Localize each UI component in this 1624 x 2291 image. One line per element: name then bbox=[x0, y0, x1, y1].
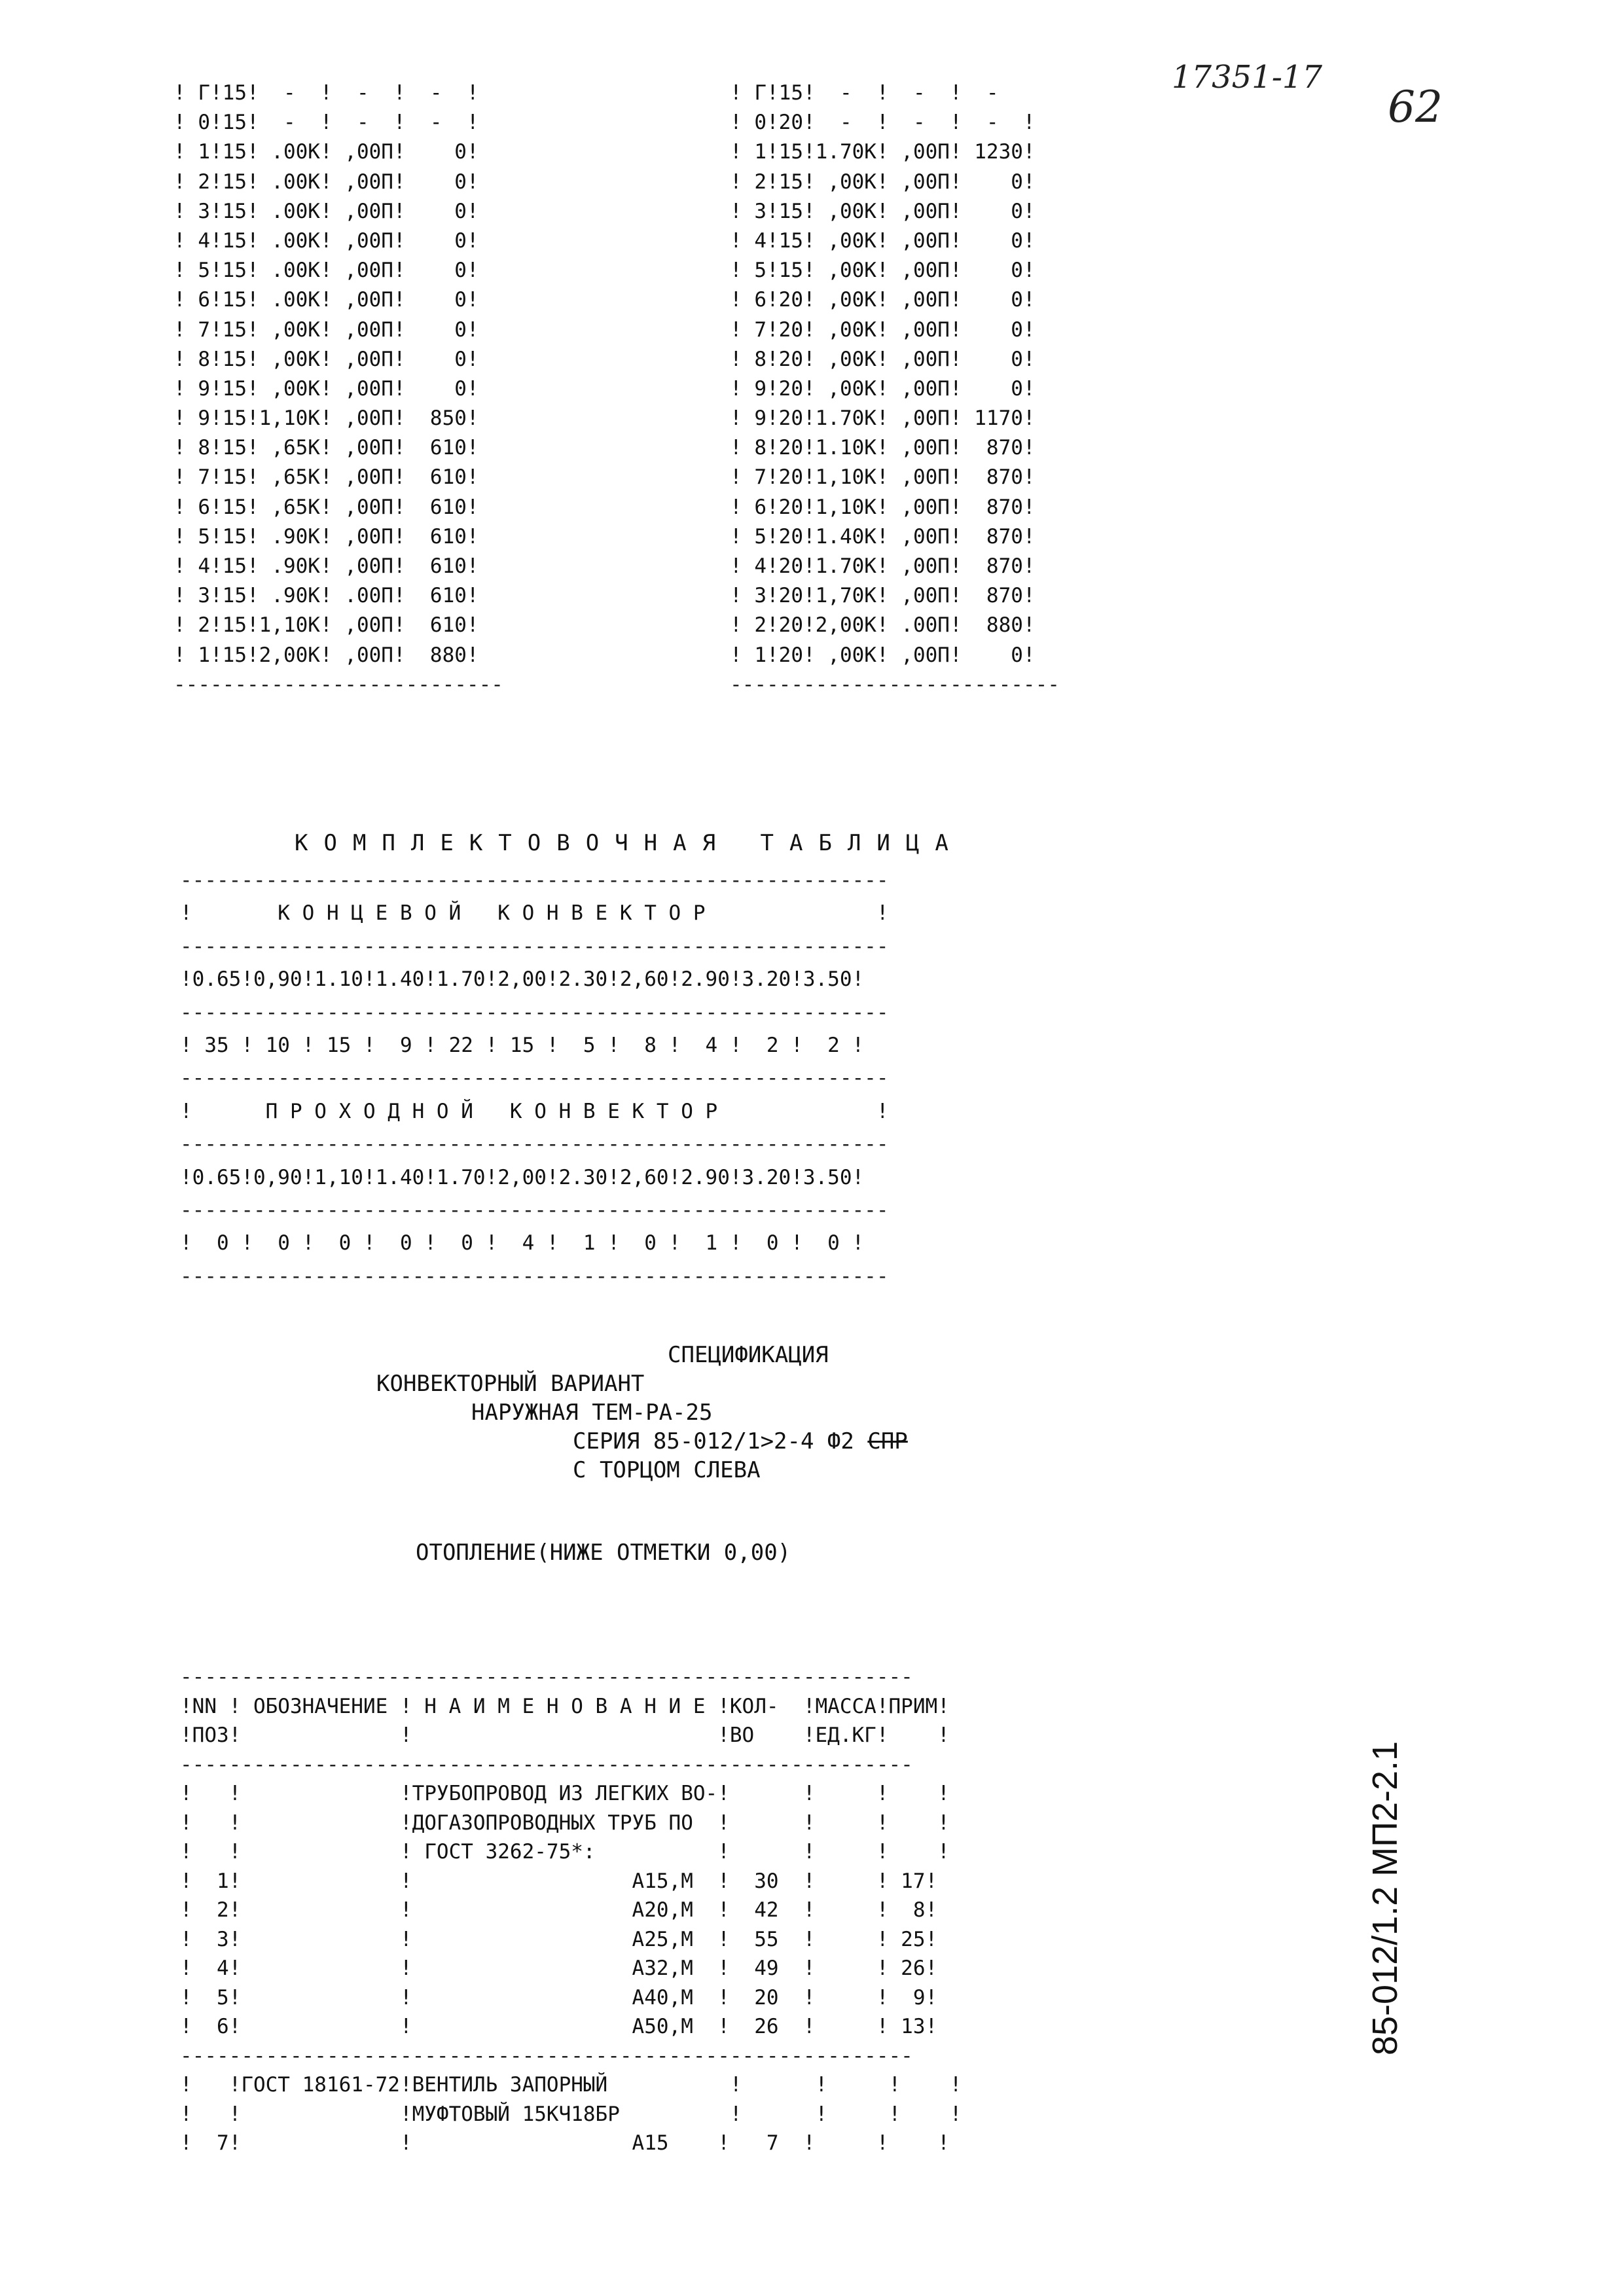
table-rule: ------------------------------------------------------------ bbox=[180, 2044, 913, 2068]
table-row: ! П Р О Х О Д Н О Й К О Н В Е К Т О Р ! bbox=[180, 1099, 889, 1123]
table-row: ! 4!15! .90К! ,00П! 610! bbox=[173, 554, 479, 578]
table-row: ! 0!20! - ! - ! - ! bbox=[730, 111, 1036, 135]
table-row: ! Г!15! - ! - ! - ! bbox=[173, 81, 479, 105]
table-row: ! 6!15! .00К! ,00П! 0! bbox=[173, 288, 479, 312]
table-row: ! 9!15!1,10К! ,00П! 850! bbox=[173, 406, 479, 431]
kompl-table bbox=[180, 864, 889, 1293]
table-row: ! 5!20!1.40К! ,00П! 870! bbox=[730, 524, 1036, 549]
table-row: ! 1! ! А15,М ! 30 ! ! 17! bbox=[180, 1869, 938, 1893]
table-rule: ---------------------------------------------------------- bbox=[180, 869, 889, 892]
table-row: ! 3!15! .90К! .00П! 610! bbox=[173, 584, 479, 608]
table-row: ! 4!15! .00К! ,00П! 0! bbox=[173, 228, 479, 253]
specification-table bbox=[180, 1663, 962, 2158]
table-row: ! 3! ! А25,М ! 55 ! ! 25! bbox=[180, 1927, 938, 1951]
table-rule: ---------------------------------------------------------- bbox=[180, 1132, 889, 1157]
right-printout-table bbox=[730, 79, 1060, 700]
table-row: ! 9!15! ,00К! ,00П! 0! bbox=[173, 376, 479, 401]
spec-outdoor-temp: НАРУЖНАЯ ТЕМ-РА-25 bbox=[471, 1399, 713, 1426]
spec-title: СПЕЦИФИКАЦИЯ bbox=[668, 1342, 829, 1368]
table-row: ! 8!15! ,65К! ,00П! 610! bbox=[173, 436, 479, 460]
table-row: ! 2!15! .00К! ,00П! 0! bbox=[173, 170, 479, 194]
table-row: ! 7! ! А15 ! 7 ! ! ! bbox=[180, 2131, 950, 2155]
table-row: ! 3!15! .00К! ,00П! 0! bbox=[173, 199, 479, 223]
table-row: ! 4!15! ,00К! ,00П! 0! bbox=[730, 228, 1036, 253]
table-row: ! 4!20!1.70К! ,00П! 870! bbox=[730, 554, 1036, 578]
table-rule: ---------------------------------------------------------- bbox=[180, 934, 889, 958]
table-row: ! 4! ! А32,М ! 49 ! ! 26! bbox=[180, 1957, 938, 1980]
table-row: ! 8!20! ,00К! ,00П! 0! bbox=[730, 347, 1036, 371]
table-row: ! 2!15!1,10К! ,00П! 610! bbox=[173, 613, 479, 638]
table-row: ! 1!15!1.70К! ,00П! 1230! bbox=[730, 140, 1036, 164]
spec-series bbox=[573, 1427, 908, 1456]
table-row: ! 2! ! А20,М ! 42 ! ! 8! bbox=[180, 1898, 938, 1922]
table-row: !0.65!0,90!1,10!1.40!1.70!2,00!2.30!2,60!2.90!3.20!3.50! bbox=[180, 1165, 865, 1189]
table-rule: ---------------------------------------------------------- bbox=[180, 1198, 889, 1222]
spec-side: С ТОРЦОМ СЛЕВА bbox=[573, 1457, 761, 1483]
table-rule: ---------------------------------------------------------- bbox=[180, 1264, 889, 1288]
table-rule: ---------------------------------------------------------- bbox=[180, 1000, 889, 1024]
table-row: ! 6!15! ,65К! ,00П! 610! bbox=[173, 495, 479, 519]
table-row: ! !ГОСТ 18161-72!ВЕНТИЛЬ ЗАПОРНЫЙ ! ! ! ! bbox=[180, 2073, 962, 2097]
table-row: ! 7!15! ,00К! ,00П! 0! bbox=[173, 317, 479, 342]
table-row: !ПОЗ! ! !ВО !ЕД.КГ! ! bbox=[180, 1723, 950, 1747]
table-row: ! 5!15! ,00К! ,00П! 0! bbox=[730, 259, 1036, 283]
handwritten-page-number: 62 bbox=[1388, 82, 1443, 132]
table-row: ! К О Н Ц Е В О Й К О Н В Е К Т О Р ! bbox=[180, 901, 889, 926]
left-printout-table bbox=[173, 79, 503, 700]
spec-series-text: СЕРИЯ 85-012/1>2-4 Ф2 bbox=[573, 1428, 854, 1454]
handwritten-reference-number: 17351-17 bbox=[1172, 59, 1322, 96]
table-row: ! 1!15!2,00К! ,00П! 880! bbox=[173, 643, 479, 667]
table-row: ! Г!15! - ! - ! - bbox=[730, 81, 1023, 105]
table-row: ! 6!20!1,10К! ,00П! 870! bbox=[730, 495, 1036, 519]
table-row: ! 0 ! 0 ! 0 ! 0 ! 0 ! 4 ! 1 ! 0 ! 1 ! 0 ! 0 ! bbox=[180, 1231, 865, 1255]
table-row: ! 1!20! ,00К! ,00П! 0! bbox=[730, 643, 1036, 667]
table-row: ! 7!15! ,65К! ,00П! 610! bbox=[173, 465, 479, 490]
table-rule: --------------------------- bbox=[173, 672, 503, 696]
table-row: !0.65!0,90!1.10!1.40!1.70!2,00!2.30!2,60!2.90!3.20!3.50! bbox=[180, 967, 865, 992]
table-row: ! 2!20!2,00К! .00П! 880! bbox=[730, 613, 1036, 638]
table-row: ! 9!20! ,00К! ,00П! 0! bbox=[730, 376, 1036, 401]
table-row: ! 8!20!1.10К! ,00П! 870! bbox=[730, 436, 1036, 460]
table-row: ! 1!15! .00К! ,00П! 0! bbox=[173, 140, 479, 164]
table-row: ! 5!15! .90К! ,00П! 610! bbox=[173, 524, 479, 549]
table-row: ! 5! ! А40,М ! 20 ! ! 9! bbox=[180, 1985, 938, 2010]
spec-series-struck: СПР bbox=[867, 1428, 908, 1454]
kompl-table-title: КОМПЛЕКТОВОЧНАЯ ТАБЛИЦА bbox=[295, 830, 964, 856]
table-row: !NN ! ОБОЗНАЧЕНИЕ ! Н А И М Е Н О В А Н И Е !КОЛ- !МАССА!ПРИМ! bbox=[180, 1694, 950, 1718]
table-rule: ------------------------------------------------------------ bbox=[180, 1752, 913, 1777]
table-row: ! ! ! ГОСТ 3262-75*: ! ! ! ! bbox=[180, 1840, 950, 1864]
table-row: ! 5!15! .00К! ,00П! 0! bbox=[173, 259, 479, 283]
table-row: ! 3!15! ,00К! ,00П! 0! bbox=[730, 199, 1036, 223]
table-row: ! 9!20!1.70К! ,00П! 1170! bbox=[730, 406, 1036, 431]
vertical-document-code: 85-012/1.2 МП2-2.1 bbox=[1365, 1741, 1405, 2055]
spec-heating: ОТОПЛЕНИЕ(НИЖЕ ОТМЕТКИ 0,00) bbox=[416, 1540, 791, 1566]
table-row: ! 6! ! А50,М ! 26 ! ! 13! bbox=[180, 2015, 938, 2038]
table-row: ! 6!20! ,00К! ,00П! 0! bbox=[730, 288, 1036, 312]
spec-variant: КОНВЕКТОРНЫЙ ВАРИАНТ bbox=[376, 1371, 645, 1397]
table-row: ! 0!15! - ! - ! - ! bbox=[173, 111, 479, 135]
table-row: ! 7!20!1,10К! ,00П! 870! bbox=[730, 465, 1036, 490]
table-row: ! 3!20!1,70К! ,00П! 870! bbox=[730, 584, 1036, 608]
table-row: ! ! !МУФТОВЫЙ 15КЧ18БР ! ! ! ! bbox=[180, 2102, 962, 2126]
table-row: ! 8!15! ,00К! ,00П! 0! bbox=[173, 347, 479, 371]
table-row: ! ! !ДОГАЗОПРОВОДНЫХ ТРУБ ПО ! ! ! ! bbox=[180, 1811, 950, 1835]
table-row: ! 2!15! ,00К! ,00П! 0! bbox=[730, 170, 1036, 194]
table-rule: --------------------------- bbox=[730, 672, 1060, 696]
table-rule: ------------------------------------------------------------ bbox=[180, 1665, 913, 1689]
table-row: ! 35 ! 10 ! 15 ! 9 ! 22 ! 15 ! 5 ! 8 ! 4 ! 2 ! 2 ! bbox=[180, 1033, 865, 1057]
table-row: ! ! !ТРУБОПРОВОД ИЗ ЛЕГКИХ ВО-! ! ! ! bbox=[180, 1782, 950, 1805]
table-row: ! 7!20! ,00К! ,00П! 0! bbox=[730, 317, 1036, 342]
table-rule: ---------------------------------------------------------- bbox=[180, 1066, 889, 1091]
